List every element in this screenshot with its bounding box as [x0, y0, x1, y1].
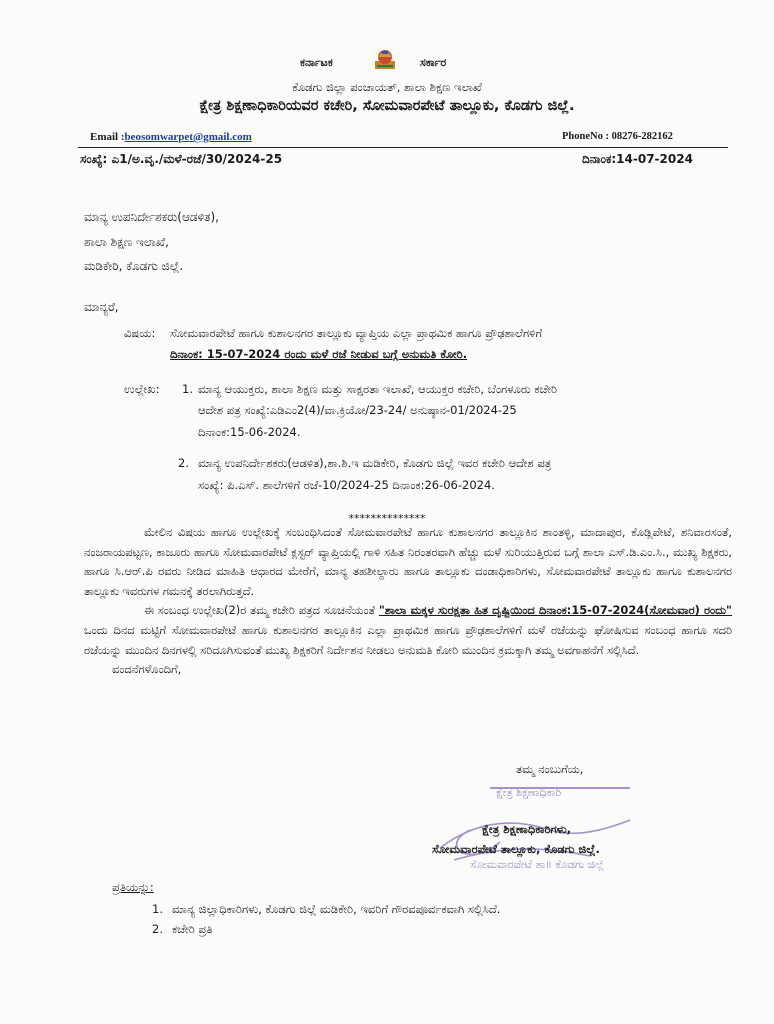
to-line-1: ಮಾನ್ಯ ಉಪನಿರ್ದೇಶಕರು(ಆಡಳಿತ),	[84, 210, 219, 224]
reference-1-line-1: ಮಾನ್ಯ ಆಯುಕ್ತರು, ಶಾಲಾ ಶಿಕ್ಷಣ ಮತ್ತು ಸಾಕ್ಷರತಾ ಇಲಾಖೆ, ಆಯುಕ್ತರ ಕಚೇರಿ, ಬೆಂಗಳೂರು ಕಚೇರಿ	[198, 382, 558, 396]
copy-1-text: ಮಾನ್ಯ ಜಿಲ್ಲಾಧಿಕಾರಿಗಳು, ಕೊಡಗು ಜಿಲ್ಲೆ ಮಡಿಕೇರಿ, ಇವರಿಗೆ ಗೌರವಪೂರ್ವಕವಾಗಿ ಸಲ್ಲಿಸಿದೆ.	[172, 902, 501, 916]
reference-1-line-2: ಆದೇಶ ಪತ್ರ ಸಂಖ್ಯೆ:ಎಡಿಎಂ2(4)/ವಾ.ಕ್ರಿಯೋ/23-24/ ಅನುಷ್ಠಾನ-01/2024-25	[198, 403, 517, 417]
salutation: ಮಾನ್ಯರೆ,	[84, 300, 119, 314]
stamp-text-1: ಕ್ಷೇತ್ರ ಶಿಕ್ಷಣಾಧಿಕಾರಿ	[496, 786, 562, 799]
separator: **************	[348, 512, 426, 525]
phone-number: PhoneNo : 08276-282162	[562, 131, 673, 142]
body-paragraph-2-end: ಒಂದು ದಿನದ ಮಟ್ಟಿಗೆ ಸೋಮವಾರಪೇಟೆ ಹಾಗೂ ಕುಶಾಲನಗರ ತಾಲ್ಲೂಕಿನ ಎಲ್ಲಾ ಪ್ರಾಥಮಿಕ ಹಾಗೂ ಪ್ರೌಢಶಾಲೆಗಳಿಗೆ ಮಳೆ ರಜೆಯನ್ನು ಘೋಷಿಸುವ ಸಂಬಂಧ ಹಾಗೂ ಸದರಿ ರಜೆಯನ್ನು ಮುಂದಿನ ದಿನಗಳಲ್ಲಿ ಸರಿದೂಗಿಸುವಂತೆ ಮುಖ್ಯ ಶಿಕ್ಷಕರಿಗೆ ನಿರ್ದೇಶನ ನೀಡಲು ಅನುಮತಿ ಕೋರಿ ಮುಂದಿನ ಕ್ರಮಕ್ಕಾಗಿ ತಮ್ಮ ಅವಗಾಹನೆಗೆ ಸಲ್ಲಿಸಿದೆ.	[84, 622, 732, 657]
body-paragraph-1: ಮೇಲಿನ ವಿಷಯ ಹಾಗೂ ಉಲ್ಲೇಖಕ್ಕೆ ಸಂಬಂಧಿಸಿದಂತೆ ಸೋಮವಾರಪೇಟೆ ಹಾಗೂ ಕುಶಾಲನಗರ ತಾಲ್ಲೂಕಿನ ಶಾಂತಳ್ಳಿ, ಮಾದಾಪುರ, ಕೊಡ್ಲಿಪೇಟೆ, ಶನಿವಾರಸಂತೆ, ನಂಜರಾಯಪಟ್ಟಣ, ಕಾಜೂರು ಹಾಗೂ ಸೋಮವಾರಪೇಟೆ ಕ್ಲಸ್ಟರ್ ವ್ಯಾಪ್ತಿಯಲ್ಲಿ ಗಾಳಿ ಸಹಿತ ನಿರಂತರವಾಗಿ ಹೆಚ್ಚು ಮಳೆ ಸುರಿಯುತ್ತಿರುವ ಬಗ್ಗೆ ಶಾಲಾ ಎಸ್.ಡಿ.ಎಂ.ಸಿ., ಮುಖ್ಯ ಶಿಕ್ಷಕರು, ಹಾಗೂ ಸಿ.ಆರ್.ಪಿ ರವರು ನೀಡಿದ ಮಾಹಿತಿ ಆಧಾರದ ಮೇರೆಗೆ, ಮಾನ್ಯ ತಹಶೀಲ್ದಾರು ಹಾಗೂ ತಾಲ್ಲೂಕು ದಂಡಾಧಿಕಾರಿಗಳು, ಸೋಮವಾರಪೇಟೆ ತಾಲ್ಲೂಕು ಹಾಗೂ ಕುಶಾಲನಗರ ತಾಲ್ಲೂಕು ಇವರುಗಳ ಗಮನಕ್ಕೆ ತರಲಾಗಿರುತ್ತದೆ.	[84, 525, 732, 598]
copy-label: ಪ್ರತಿಯನ್ನು:	[112, 880, 154, 894]
header-divider	[78, 147, 728, 148]
copy-2-number: 2.	[152, 922, 163, 936]
reference-number: ಸಂಖ್ಯೆ: ಎ1/ಅ.ವೃ./ಮಳೆ-ರಜೆ/30/2024-25	[80, 152, 283, 166]
yours-faithfully: ತಮ್ಮ ನಂಬುಗೆಯ,	[516, 762, 584, 776]
body-paragraph-2	[84, 601, 732, 660]
department-title: ಕೊಡಗು ಜಿಲ್ಲಾ ಪಂಚಾಯತ್, ಶಾಲಾ ಶಿಕ್ಷಣ ಇಲಾಖೆ	[292, 80, 482, 94]
body-paragraph-2-start: ಈ ಸಂಬಂಧ ಉಲ್ಲೇಖ(2)ರ ತಮ್ಮ ಕಚೇರಿ ಪತ್ರದ ಸೂಚನೆಯಂತೆ	[144, 603, 379, 618]
office-title: ಕ್ಷೇತ್ರ ಶಿಕ್ಷಣಾಧಿಕಾರಿಯವರ ಕಚೇರಿ, ಸೋಮವಾರಪೇಟೆ ತಾಲ್ಲೂಕು, ಕೊಡಗು ಜಿಲ್ಲೆ.	[199, 98, 575, 114]
body-text	[84, 523, 732, 680]
subject-label: ವಿಷಯ:	[124, 326, 156, 340]
reference-label: ಉಲ್ಲೇಖ:	[124, 382, 160, 396]
email-link[interactable]: beosomwarpet@gmail.com	[124, 131, 252, 143]
gov-left: ಕರ್ನಾಟಕ	[300, 56, 333, 69]
signatory-designation: ಕ್ಷೇತ್ರ ಶಿಕ್ಷಣಾಧಿಕಾರಿಗಳು,	[482, 822, 572, 836]
letter-date: ದಿನಾಂಕ:14-07-2024	[582, 152, 693, 166]
email-label: Email :	[90, 131, 125, 143]
to-line-3: ಮಡಿಕೇರಿ, ಕೊಡಗು ಜಿಲ್ಲೆ.	[84, 259, 184, 273]
closing-greeting: ವಂದನೆಗಳೊಂದಿಗೆ,	[112, 662, 182, 677]
copy-1-number: 1.	[152, 902, 163, 916]
stamp-text-2: ಸೋಮವಾರಪೇಟೆ ತಾ॥ ಕೊಡಗು ಜಿಲ್ಲೆ	[470, 858, 605, 871]
body-paragraph-2-highlight: "ಶಾಲಾ ಮಕ್ಕಳ ಸುರಕ್ಷತಾ ಹಿತ ದೃಷ್ಟಿಯಿಂದ ದಿನಾಂಕ:15-07-2024(ಸೋಮವಾರ) ರಂದು"	[378, 603, 732, 618]
signatory-place: ಸೋಮವಾರಪೇಟೆ ತಾಲ್ಲೂಕು, ಕೊಡಗು ಜಿಲ್ಲೆ.	[432, 842, 600, 856]
state-emblem-icon	[372, 46, 398, 72]
reference-1-number: 1.	[182, 382, 193, 396]
copy-2-text: ಕಚೇರಿ ಪ್ರತಿ	[172, 922, 213, 936]
reference-2-line-2: ಸಂಖ್ಯೆ: ಪಿ.ಎಸ್. ಶಾಲೆಗಳಿಗೆ ರಜೆ-10/2024-25 ದಿನಾಂಕ:26-06-2024.	[198, 478, 495, 492]
gov-right: ಸರ್ಕಾರ	[420, 56, 447, 69]
subject-line-1: ಸೋಮವಾರಪೇಟೆ ಹಾಗೂ ಕುಶಾಲನಗರ ತಾಲ್ಲೂಕು ವ್ಯಾಪ್ತಿಯ ಎಲ್ಲಾ ಪ್ರಾಥಮಿಕ ಹಾಗೂ ಪ್ರೌಢಶಾಲೆಗಳಿಗೆ	[170, 326, 543, 340]
reference-1-line-3: ದಿನಾಂಕ:15-06-2024.	[198, 425, 301, 439]
to-line-2: ಶಾಲಾ ಶಿಕ್ಷಣ ಇಲಾಖೆ,	[84, 235, 169, 249]
reference-2-number: 2.	[178, 456, 189, 470]
subject-line-2: ದಿನಾಂಕ: 15-07-2024 ರಂದು ಮಳೆ ರಜೆ ನೀಡುವ ಬಗ್ಗೆ ಅನುಮತಿ ಕೋರಿ.	[170, 347, 468, 361]
email-row	[90, 131, 252, 143]
reference-2-line-1: ಮಾನ್ಯ ಉಪನಿರ್ದೇಶಕರು(ಆಡಳಿತ),ಶಾ.ಶಿ.ಇ ಮಡಿಕೇರಿ, ಕೊಡಗು ಜಿಲ್ಲೆ ಇವರ ಕಚೇರಿ ಆದೇಶ ಪತ್ರ	[198, 456, 552, 470]
